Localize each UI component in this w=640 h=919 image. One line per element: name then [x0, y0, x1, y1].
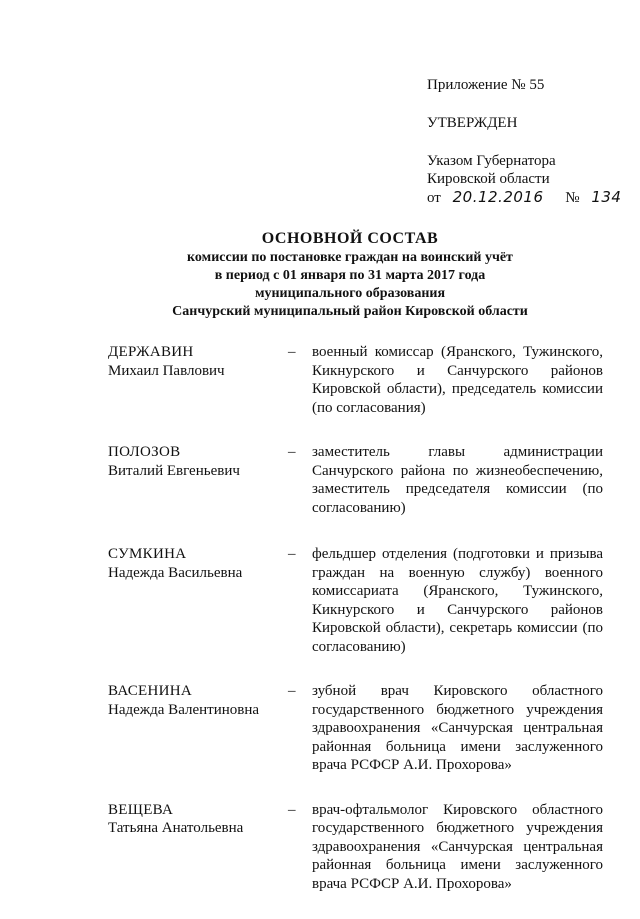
approved-label: УТВЕРЖДЕН — [427, 115, 518, 131]
title-line-3: муниципального образования — [254, 286, 446, 301]
from-label: от — [427, 190, 441, 206]
decree-number-handwritten: 134 — [591, 188, 622, 206]
appendix-label: Приложение № 55 — [427, 77, 545, 93]
member-surname: ПОЛОЗОВ — [108, 444, 181, 460]
title-line-4: Санчурский муниципальный район Кировской области — [172, 304, 528, 319]
member-row — [108, 545, 603, 656]
member-given-names: Татьяна Анатольевна — [108, 820, 244, 836]
decree-line-2: Кировской области — [427, 171, 550, 187]
member-dash: – — [288, 344, 296, 360]
member-given-names: Виталий Евгеньевич — [108, 462, 240, 479]
member-role: фельдшер отделения (подготовки и призыва граждан на военную службу) военного комиссариата (Яранского, Тужинского, Кикнурского и Санчурского районов Кировской области), секретарь комиссии (по согласованию) — [312, 546, 603, 655]
member-row — [108, 443, 603, 517]
decree-date-line — [427, 188, 621, 207]
member-surname: ВЕЩЕВА — [108, 801, 174, 818]
member-role: зубной врач Кировского областного государственного бюджетного учреждения здравоохранения «Санчурская центральная районная больница имени заслуженного врача РСФСР А.И. Прохорова» — [312, 683, 603, 773]
member-role: врач-офтальмолог Кировского областного государственного бюджетного учреждения здравоохранения «Санчурская центральная районная больница имени заслуженного врача РСФСР А.И. Прохорова» — [312, 801, 603, 892]
number-label: № — [565, 190, 580, 206]
commission-members-list — [108, 343, 603, 919]
member-name — [108, 682, 288, 775]
title-main: ОСНОВНОЙ СОСТАВ — [261, 230, 439, 247]
member-given-names: Надежда Валентиновна — [108, 701, 260, 718]
member-name — [108, 443, 288, 517]
title-line-2: в период с 01 января по 31 марта 2017 года — [214, 268, 486, 283]
member-role: военный комиссар (Яранского, Тужинского, Кикнурского и Санчурского районов Кировской области), председатель комиссии (по согласования) — [312, 344, 603, 416]
member-name — [108, 343, 288, 417]
approval-header — [427, 76, 621, 207]
document-title — [100, 229, 600, 321]
member-surname: СУМКИНА — [108, 546, 187, 562]
member-dash: – — [288, 683, 296, 699]
title-line-1: комиссии по постановке граждан на воинский учёт — [187, 250, 513, 265]
member-given-names: Михаил Павлович — [108, 362, 225, 379]
decree-line-1: Указом Губернатора — [427, 153, 556, 169]
member-dash: – — [288, 801, 296, 818]
member-given-names: Надежда Васильевна — [108, 564, 243, 581]
member-row — [108, 801, 603, 894]
member-role: заместитель главы администрации Санчурского района по жизнеобеспечению, заместитель председателя комиссии (по согласованию) — [312, 444, 603, 516]
decree-date-handwritten: 20.12.2016 — [452, 188, 544, 206]
member-surname: ВАСЕНИНА — [108, 683, 193, 699]
member-name — [108, 801, 288, 894]
member-name — [108, 545, 288, 656]
member-surname: ДЕРЖАВИН — [108, 344, 194, 360]
member-row — [108, 682, 603, 775]
spacer — [427, 94, 621, 114]
spacer — [427, 132, 621, 152]
member-dash: – — [288, 546, 296, 562]
member-dash: – — [288, 444, 296, 460]
member-row — [108, 343, 603, 417]
